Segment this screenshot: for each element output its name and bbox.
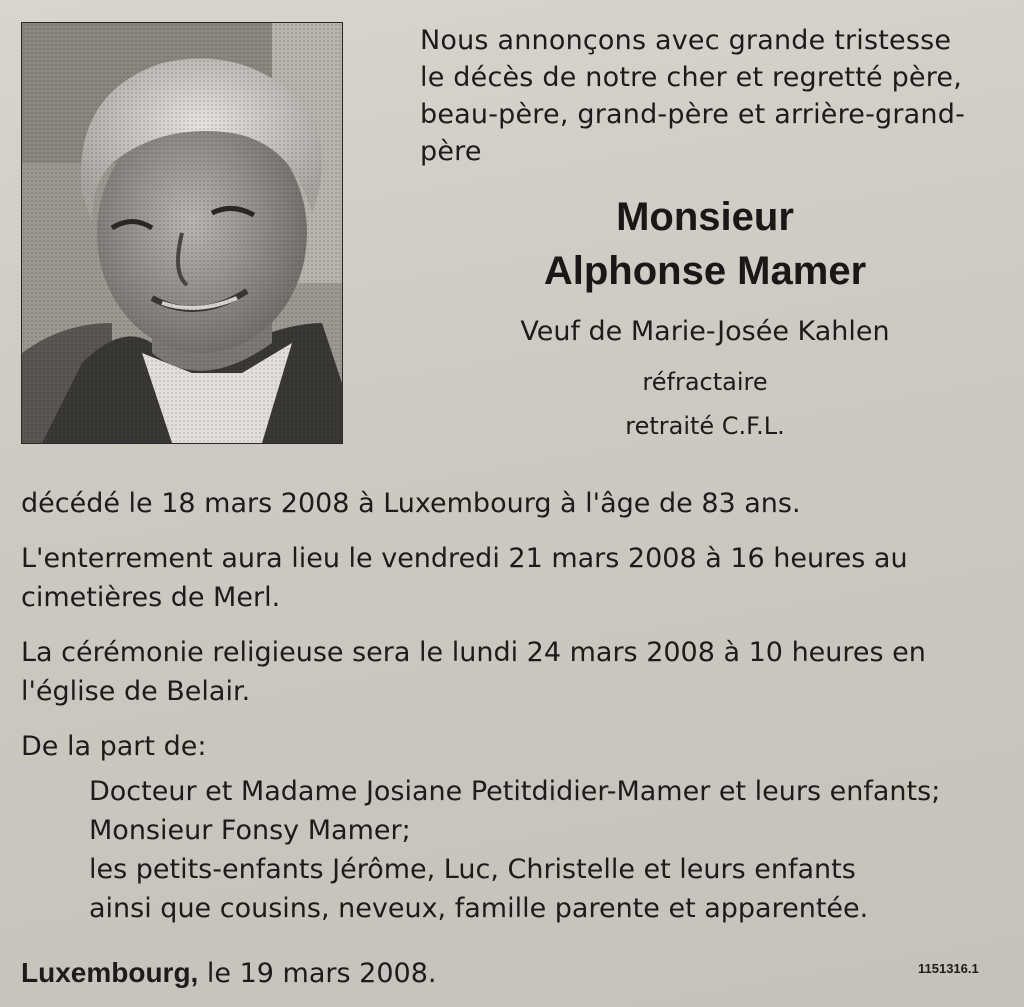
place-date-footer xyxy=(21,957,436,989)
death-date-paragraph: décédé le 18 mars 2008 à Luxembourg à l'âge de 83 ans. xyxy=(21,488,801,519)
deceased-name-heading xyxy=(500,190,910,298)
announcement-intro xyxy=(420,22,1010,170)
ceremony-line: l'église de Belair. xyxy=(21,676,251,707)
title-honorific: Monsieur xyxy=(616,195,794,239)
intro-line: père xyxy=(420,136,482,167)
ceremony-line: La cérémonie religieuse sera le lundi 24 mars 2008 à 10 heures en xyxy=(21,637,926,668)
ad-reference-number: 1151316.1 xyxy=(918,961,979,976)
intro-line: Nous annonçons avec grande tristesse xyxy=(420,25,952,56)
burial-line: cimetières de Merl. xyxy=(21,582,281,613)
family-line: ainsi que cousins, neveux, famille parente et apparentée. xyxy=(89,893,869,924)
on-behalf-of-label: De la part de: xyxy=(21,731,207,762)
family-line: Docteur et Madame Josiane Petitdidier-Mamer et leurs enfants; xyxy=(89,776,941,807)
family-line: Monsieur Fonsy Mamer; xyxy=(89,815,411,846)
intro-line: beau-père, grand-père et arrière-grand- xyxy=(420,99,966,130)
portrait-photo xyxy=(21,22,343,444)
burial-line: L'enterrement aura lieu le vendredi 21 mars 2008 à 16 heures au xyxy=(21,543,908,574)
title-name: Alphonse Mamer xyxy=(543,249,867,293)
family-line: les petits-enfants Jérôme, Luc, Christelle et leurs enfants xyxy=(89,854,856,885)
retired-label: retraité C.F.L. xyxy=(625,412,785,440)
refractaire-label: réfractaire xyxy=(642,368,768,396)
footer-date: le 19 mars 2008. xyxy=(198,958,437,989)
announcement-body xyxy=(21,484,1011,928)
footer-city: Luxembourg, xyxy=(21,957,199,988)
intro-line: le décès de notre cher et regretté père, xyxy=(420,62,963,93)
deceased-details xyxy=(480,312,930,448)
family-list xyxy=(89,772,1011,928)
widower-of: Veuf de Marie-Josée Kahlen xyxy=(520,316,890,347)
